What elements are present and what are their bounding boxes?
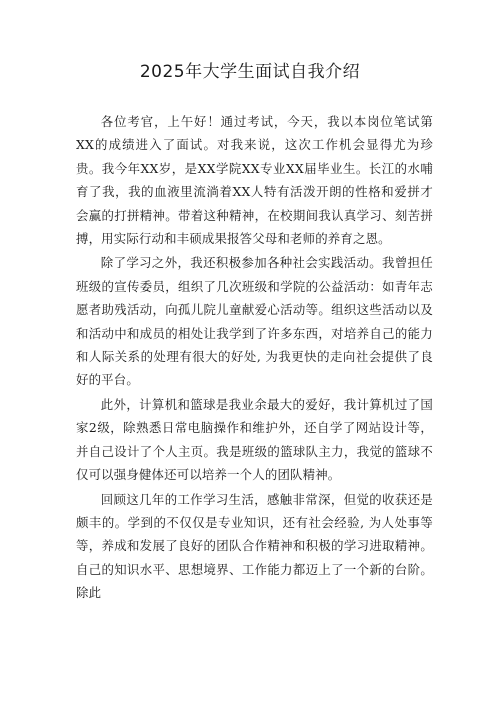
paragraph-activities: 除了学习之外，我还积极参加各种社会实践活动。我曾担任班级的宣传委员，组织了几次班级和学院的公益活动：如青年志愿者助残活动，向孤儿院儿童献爱心活动等。组织这些活动以及和活动中和成员的相处让我学到了许多东西，对培养自己的能力和人际关系的处理有很大的好处, 为我更快的走向社会提供了良好的平台。 xyxy=(76,255,433,388)
paragraph-review: 回顾这几年的工作学习生活，感触非常深，但觉的收获还是颇丰的。学到的不仅仅是专业知识，还有社会经验, 为人处事等等，养成和发展了良好的团队合作精神和积极的学习进取精神。自己的知识水平、思想境界、工作能力都迈上了一个新的台阶。除此 xyxy=(76,491,433,601)
paragraph-greeting: 各位考官，上午好！通过考试，今天，我以本岗位笔试第XX的成绩进入了面试。对我来说，这次工作机会显得尤为珍贵。我今年XX岁，是XX学院XX专业XX届毕业生。长江的水哺育了我，我的血液里流淌着XX人特有活泼开朗的性格和爱拼才会赢的打拼精神。带着这种精神，在校期间我认真学习、刻苦拼搏，用实际行动和丰硕成果报答父母和老师的养育之恩。 xyxy=(76,114,433,247)
document-body xyxy=(76,110,433,606)
paragraph-hobbies: 此外，计算机和篮球是我业余最大的爱好，我计算机过了国家2级，除熟悉日常电脑操作和维护外，还自学了网站设计等，并自己设计了个人主页。我是班级的篮球队主力，我觉的篮球不仅可以强身健体还可以培养一个人的团队精神。 xyxy=(76,396,433,483)
document-title: 2025年大学生面试自我介绍 xyxy=(139,62,361,82)
